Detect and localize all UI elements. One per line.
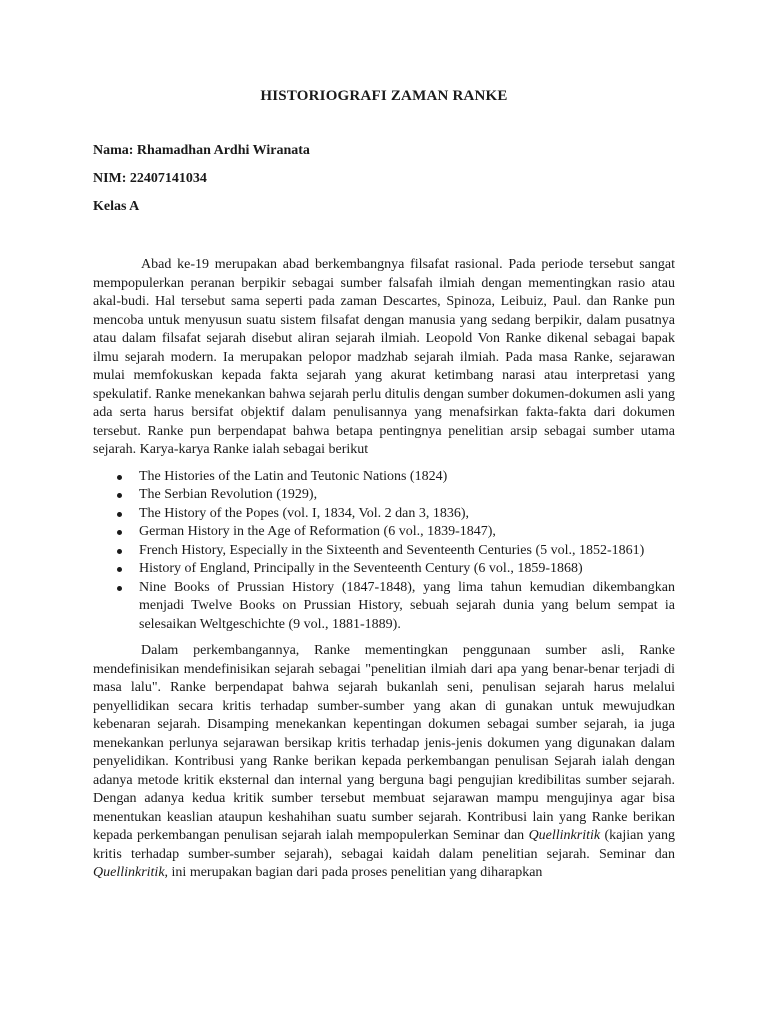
bullet-icon	[117, 475, 122, 480]
intro-paragraph: Abad ke-19 merupakan abad berkembangnya filsafat rasional. Pada periode tersebut sangat mempopulerkan peranan berpikir sebagai sumber falsafah ilmiah dengan mementingkan rasio atau akal-budi. Hal tersebut sama seperti pada zaman Descartes, Spinoza, Leibuiz, Paul. dan Ranke pun mencoba untuk menyusun suatu sistem filsafat dengan manusia yang sedang berpikir, dalam pusatnya atau dalam filsafat sejarah disebut aliran sejarah ilmiah. Leopold Von Ranke dikenal sebagai bapak ilmu sejarah modern. Ia merupakan pelopor madzhab sejarah ilmiah. Pada masa Ranke, sejarawan mulai memfokuskan kepada fakta sejarah yang akurat ketimbang narasi atau interpretasi yang spekulatif. Ranke menekankan bahwa sejarah perlu ditulis dengan sumber dokumen-dokumen asli yang ada serta harus bersifat objektif dalam penulisannya yang menafsirkan fakta-fakta dari dokumen tersebut. Ranke pun berpendapat bahwa betapa pentingnya penelitian arsip sebagai sumber utama sejarah. Karya-karya Ranke ialah sebagai berikut	[93, 257, 675, 457]
bullet-icon	[117, 549, 122, 554]
bullet-icon	[117, 586, 122, 591]
bullet-icon	[117, 493, 122, 498]
list-item: The Serbian Revolution (1929),	[139, 486, 675, 505]
list-item: The Histories of the Latin and Teutonic Nations (1824)	[139, 468, 675, 487]
bullet-icon	[117, 567, 122, 572]
list-item: German History in the Age of Reformation (6 vol., 1839-1847),	[139, 523, 675, 542]
list-item: History of England, Principally in the Seventeenth Century (6 vol., 1859-1868)	[139, 560, 675, 579]
list-item: The History of the Popes (vol. I, 1834, Vol. 2 dan 3, 1836),	[139, 505, 675, 524]
student-id: NIM: 22407141034	[93, 171, 207, 186]
class-label: Kelas A	[93, 199, 140, 214]
author-info	[93, 143, 675, 215]
works-list	[93, 468, 675, 635]
document-title: HISTORIOGRAFI ZAMAN RANKE	[260, 88, 508, 104]
italic-term: Quellinkritik	[528, 828, 601, 843]
author-name: Nama: Rhamadhan Ardhi Wiranata	[93, 143, 310, 158]
bullet-icon	[117, 512, 122, 517]
bullet-icon	[117, 530, 122, 535]
italic-term: Quellinkritik	[93, 865, 165, 880]
development-paragraph: Dalam perkembangannya, Ranke mementingkan penggunaan sumber asli, Ranke mendefinisikan mendefinisikan sejarah sebagai "penelitian ilmiah dari apa yang benar-benar terjadi di masa lalu". Ranke berpendapat bahwa sejarah bukanlah seni, penulisan sejarah harus melalui penyellidikan secara kritis terhadap sumber-sumber yang akan di gunakan untuk mewujudkan kebenaran sejarah. Disamping menekankan kepentingan dokumen sebagai sumber sejarah, ia juga menekankan perlunya sejarawan bersikap kritis terhadap jenis-jenis dokumen yang digunakan dalam penyelidikan. Kontribusi yang Ranke berikan kepada perkembangan penulisan Sejarah ialah dengan adanya metode kritik eksternal dan internal yang berguna bagi pengujian kredibilitas sumber sejarah. Dengan adanya kedua kritik sumber tersebut membuat sejarawan mampu mengujinya agar bisa menentukan keaslian ataupun keshahihan suatu sumber sejarah. Kontribusi lain yang Ranke berikan kepada perkembangan penulisan sejarah ialah mempopulerkan Seminar dan Quellinkritik (kajian yang kritis terhadap sumber-sumber sejarah), sebagai kaidah dalam penelitian sejarah. Seminar dan Quellinkritik, ini merupakan bagian dari pada proses penelitian yang diharapkan	[93, 643, 675, 880]
list-item: Nine Books of Prussian History (1847-1848), yang lima tahun kemudian dikembangkan menjadi Twelve Books on Prussian History, sebuah sejarah dunia yang belum sempat ia selesaikan Weltgeschichte (9 vol., 1881-1889).	[139, 579, 675, 635]
list-item: French History, Especially in the Sixteenth and Seventeenth Centuries (5 vol., 1852-1861)	[139, 542, 675, 561]
